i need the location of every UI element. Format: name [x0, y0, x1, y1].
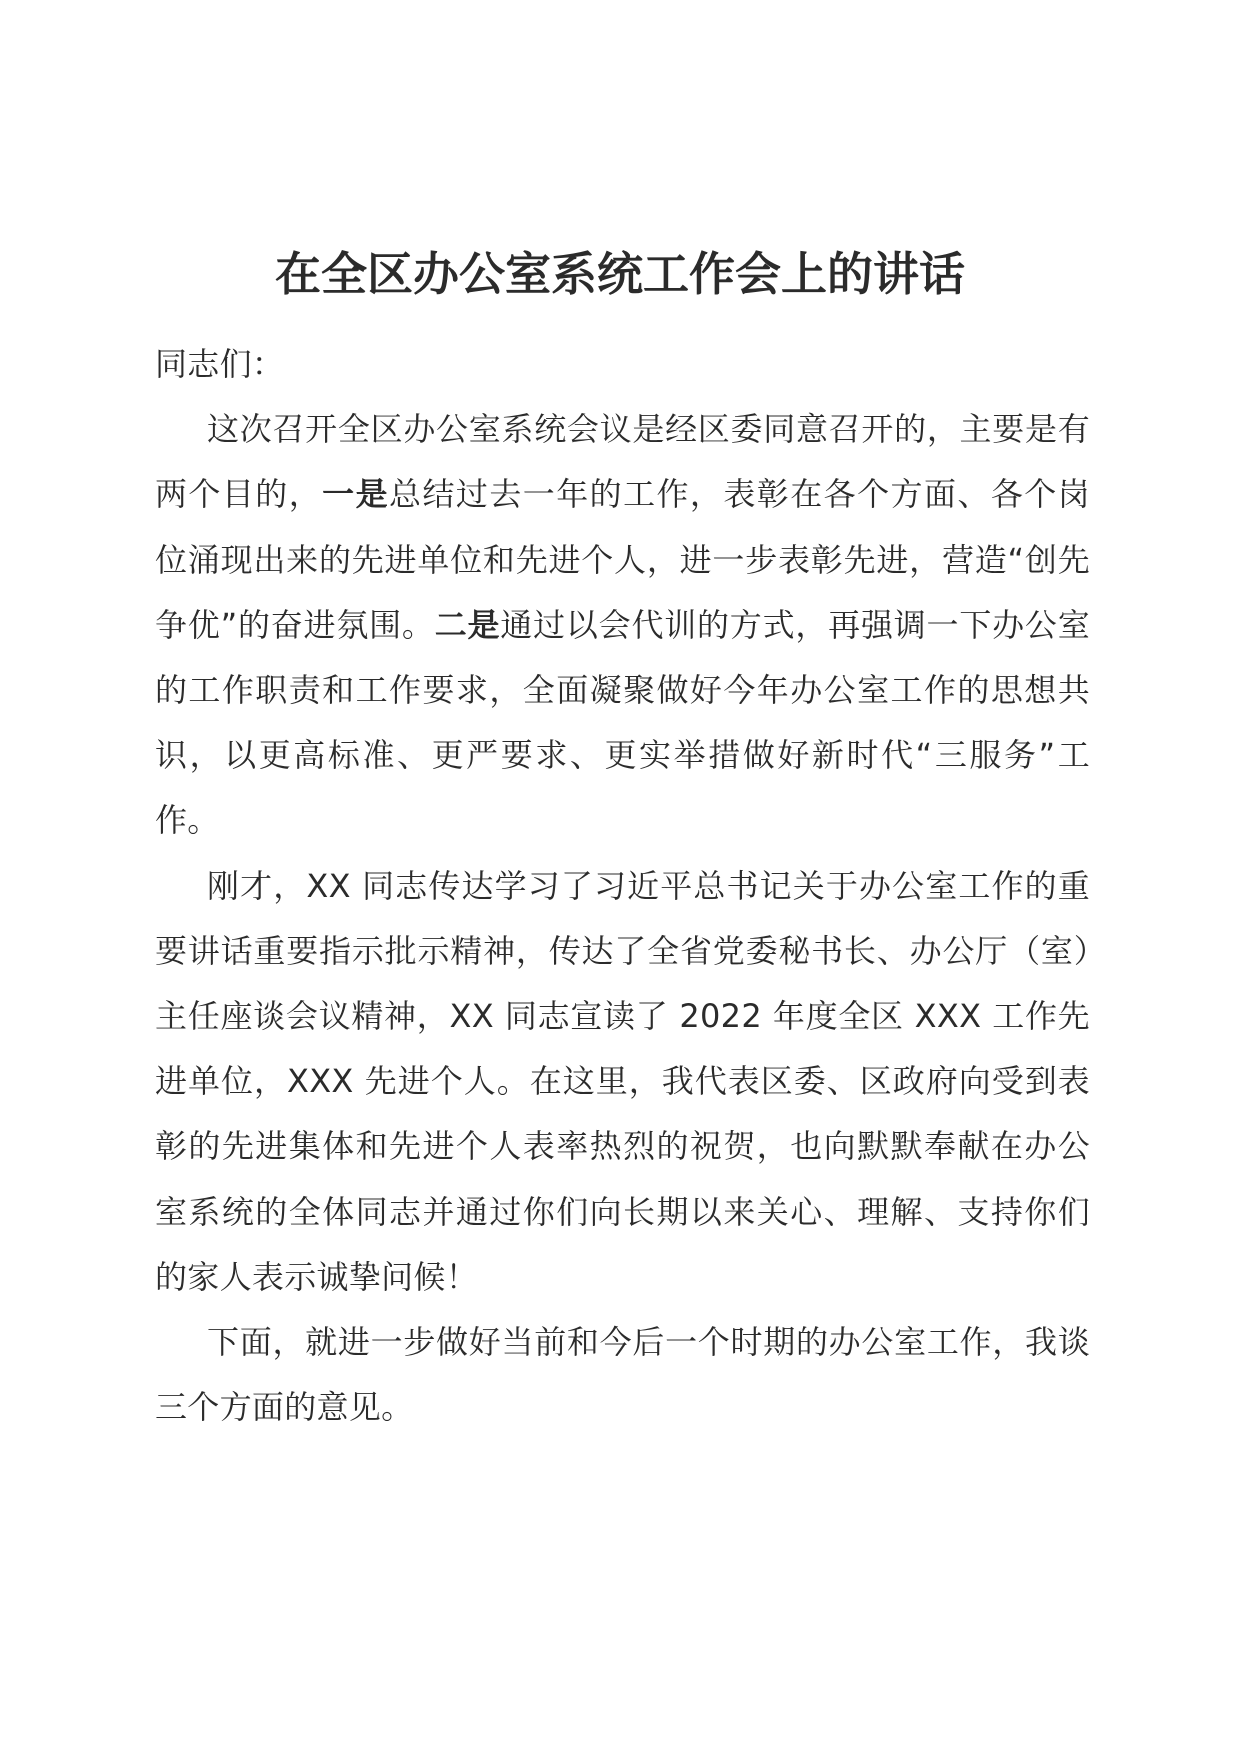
- paragraph-purpose: [155, 397, 1090, 853]
- paragraph-commendation: 刚才，XX 同志传达学习了习近平总书记关于办公室工作的重要讲话重要指示批示精神，传达了全省党委秘书长、办公厅（室）主任座谈会议精神，XX 同志宣读了 2022 年度全区 XXX 工作先进单位，XXX 先进个人。在这里，我代表区委、区政府向受到表彰的先进集体和先进个人表率热烈的祝贺，也向默默奉献在办公室系统的全体同志并通过你们向长期以来关心、理解、支持你们的家人表示诚挚问候！: [155, 866, 1090, 1296]
- document-title: 在全区办公室系统工作会上的讲话: [275, 247, 965, 301]
- document-body: [155, 332, 1090, 1440]
- paragraph-purpose-text-3: 通过以会代训的方式，再强调一下办公室的工作职责和工作要求，全面凝聚做好今年办公室工作的思想共识，以更高标准、更严要求、更实举措做好新时代“三服务”工作。: [155, 605, 1091, 840]
- paragraph-purpose-text-1: 这次召开全区办公室系统会议是经区委同意召开的，主要是有两个目的，: [155, 410, 1090, 514]
- point-one-label: 一是: [322, 475, 390, 514]
- paragraph-purpose-text-2: 总结过去一年的工作，表彰在各个方面、各个岗位涌现出来的先进单位和先进个人，进一步表彰先进，营造“创先争优”的奋进氛围。: [155, 475, 1090, 644]
- paragraph-transition: 下面，就进一步做好当前和今后一个时期的办公室工作，我谈三个方面的意见。: [155, 1323, 1090, 1427]
- point-two-label: 二是: [434, 605, 501, 644]
- salutation: 同志们：: [155, 345, 285, 383]
